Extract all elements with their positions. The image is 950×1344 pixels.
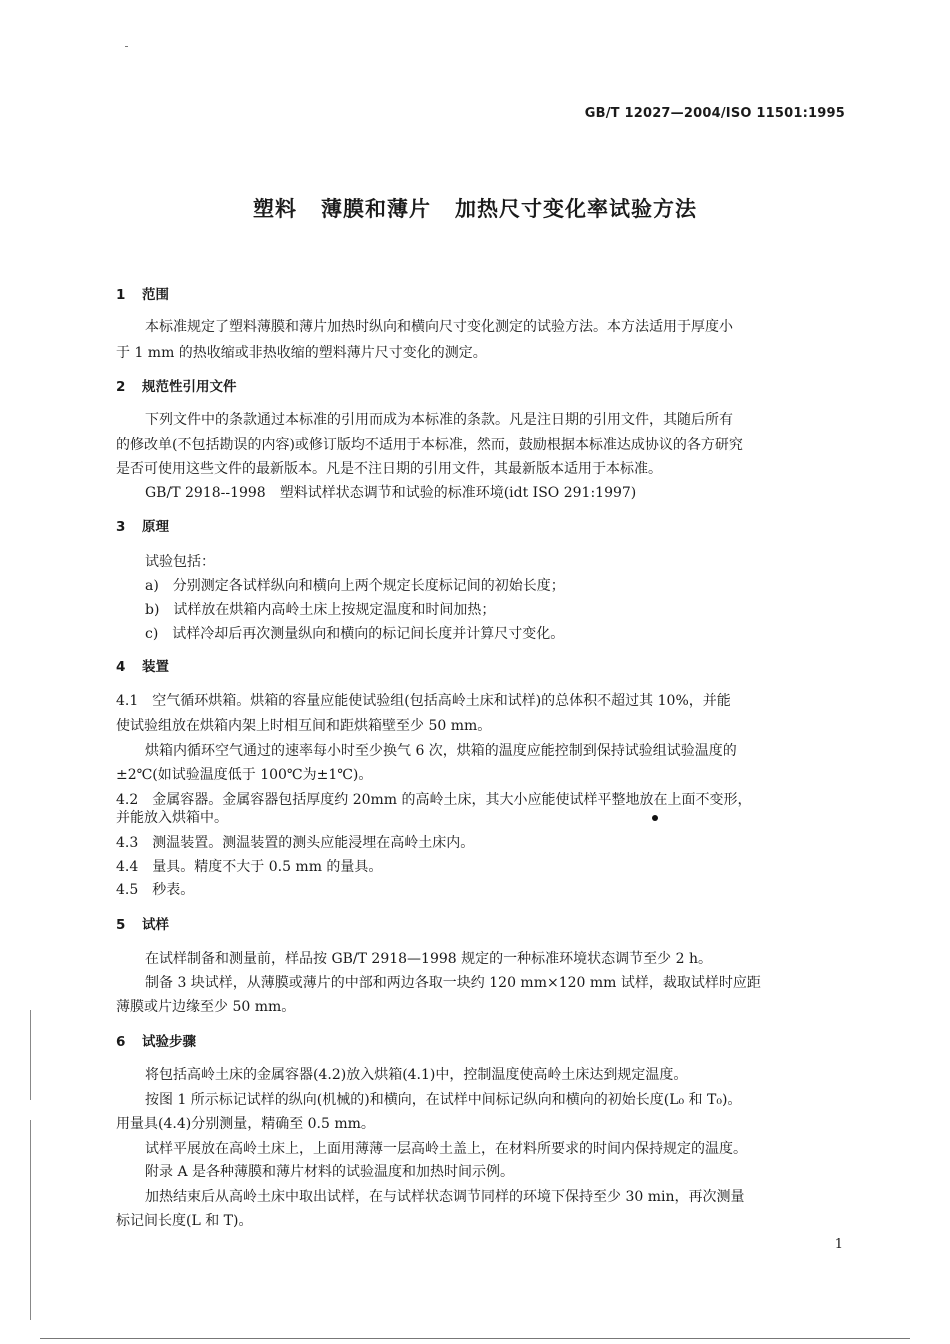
section-heading xyxy=(116,377,237,397)
section-heading xyxy=(116,915,169,935)
text-line: 试验包括： xyxy=(145,554,215,570)
text-line: 于 1 mm 的热收缩或非热收缩的塑料薄片尺寸变化的测定。 xyxy=(116,345,487,361)
section-number: 1 xyxy=(116,287,126,303)
text-line: 并能放入烘箱中。 xyxy=(116,810,228,826)
text-line: 4.2 金属容器。金属容器包括厚度约 20mm 的高岭土床，其大小应能使试样平整地放在上面不变形， xyxy=(116,792,752,808)
title-part: 塑料 xyxy=(253,197,297,221)
scan-dot xyxy=(652,815,658,821)
section-number: 3 xyxy=(116,519,126,535)
section-title: 范围 xyxy=(142,287,169,303)
list-item: c) 试样冷却后再次测量纵向和横向的标记间长度并计算尺寸变化。 xyxy=(145,626,565,642)
text-line: 用量具(4.4)分别测量，精确至 0.5 mm。 xyxy=(116,1116,375,1132)
text-line: 将包括高岭土床的金属容器(4.2)放入烘箱(4.1)中，控制温度使高岭土床达到规定温度。 xyxy=(145,1067,688,1083)
text-line: 薄膜或片边缘至少 50 mm。 xyxy=(116,999,296,1015)
standard-code: GB/T 12027—2004/ISO 11501:1995 xyxy=(584,106,845,121)
title-part: 加热尺寸变化率试验方法 xyxy=(455,197,697,221)
list-item: a) 分别测定各试样纵向和横向上两个规定长度标记间的初始长度； xyxy=(145,578,565,594)
text-line: 烘箱内循环空气通过的速率每小时至少换气 6 次，烘箱的温度应能控制到保持试验组试验温度的 xyxy=(145,743,737,759)
section-title: 装置 xyxy=(142,659,169,675)
section-number: 4 xyxy=(116,659,126,675)
text-line: 使试验组放在烘箱内架上时相互间和距烘箱壁至少 50 mm。 xyxy=(116,718,492,734)
text-line: 4.4 量具。精度不大于 0.5 mm 的量具。 xyxy=(116,859,383,875)
section-heading xyxy=(116,517,169,537)
page-number: 1 xyxy=(834,1237,843,1252)
section-title: 规范性引用文件 xyxy=(142,379,237,395)
title-part: 薄膜和薄片 xyxy=(321,197,431,221)
list-item: b) 试样放在烘箱内高岭土床上按规定温度和时间加热； xyxy=(145,602,496,618)
section-title: 试验步骤 xyxy=(142,1034,196,1050)
text-line: 试样平展放在高岭土床上，上面用薄薄一层高岭土盖上，在材料所要求的时间内保持规定的温度。 xyxy=(145,1141,747,1157)
section-heading xyxy=(116,657,169,677)
section-number: 2 xyxy=(116,379,126,395)
section-title: 原理 xyxy=(142,519,169,535)
section-number: 6 xyxy=(116,1034,126,1050)
scan-bottom-edge xyxy=(40,1338,910,1339)
document-title xyxy=(0,193,950,223)
section-number: 5 xyxy=(116,917,126,933)
section-heading xyxy=(116,285,169,305)
text-line: 制备 3 块试样，从薄膜或薄片的中部和两边各取一块约 120 mm×120 mm 试样，裁取试样时应距 xyxy=(145,975,761,991)
text-line: 附录 A 是各种薄膜和薄片材料的试验温度和加热时间示例。 xyxy=(145,1164,515,1180)
text-line: 4.3 测温装置。测温装置的测头应能浸埋在高岭土床内。 xyxy=(116,835,475,851)
scan-margin-line xyxy=(30,1010,31,1100)
text-line: 按图 1 所示标记试样的纵向(机械的)和横向，在试样中间标记纵向和横向的初始长度(L₀ 和 T₀)。 xyxy=(145,1092,742,1108)
scan-margin-line xyxy=(30,1120,31,1320)
text-line: 是否可使用这些文件的最新版本。凡是不注日期的引用文件，其最新版本适用于本标准。 xyxy=(116,461,662,477)
text-line: 的修改单(不包括勘误的内容)或修订版均不适用于本标准，然而，鼓励根据本标准达成协议的各方研究 xyxy=(116,437,743,453)
text-line: 本标准规定了塑料薄膜和薄片加热时纵向和横向尺寸变化测定的试验方法。本方法适用于厚度小 xyxy=(145,319,733,335)
text-line: 在试样制备和测量前，样品按 GB/T 2918—1998 规定的一种标准环境状态调节至少 2 h。 xyxy=(145,951,712,967)
scan-mark xyxy=(125,46,128,47)
text-line: 加热结束后从高岭土床中取出试样，在与试样状态调节同样的环境下保持至少 30 min，再次测量 xyxy=(145,1189,745,1205)
section-heading xyxy=(116,1032,196,1052)
text-line: 下列文件中的条款通过本标准的引用而成为本标准的条款。凡是注日期的引用文件，其随后所有 xyxy=(145,412,733,428)
normative-reference: GB/T 2918--1998 塑料试样状态调节和试验的标准环境(idt ISO 291:1997) xyxy=(145,485,637,501)
section-title: 试样 xyxy=(142,917,169,933)
text-line: 标记间长度(L 和 T)。 xyxy=(116,1213,253,1229)
text-line: 4.1 空气循环烘箱。烘箱的容量应能使试验组(包括高岭土床和试样)的总体积不超过其 10%，并能 xyxy=(116,693,731,709)
text-line: ±2℃(如试验温度低于 100℃为±1℃)。 xyxy=(116,767,373,783)
text-line: 4.5 秒表。 xyxy=(116,882,195,898)
